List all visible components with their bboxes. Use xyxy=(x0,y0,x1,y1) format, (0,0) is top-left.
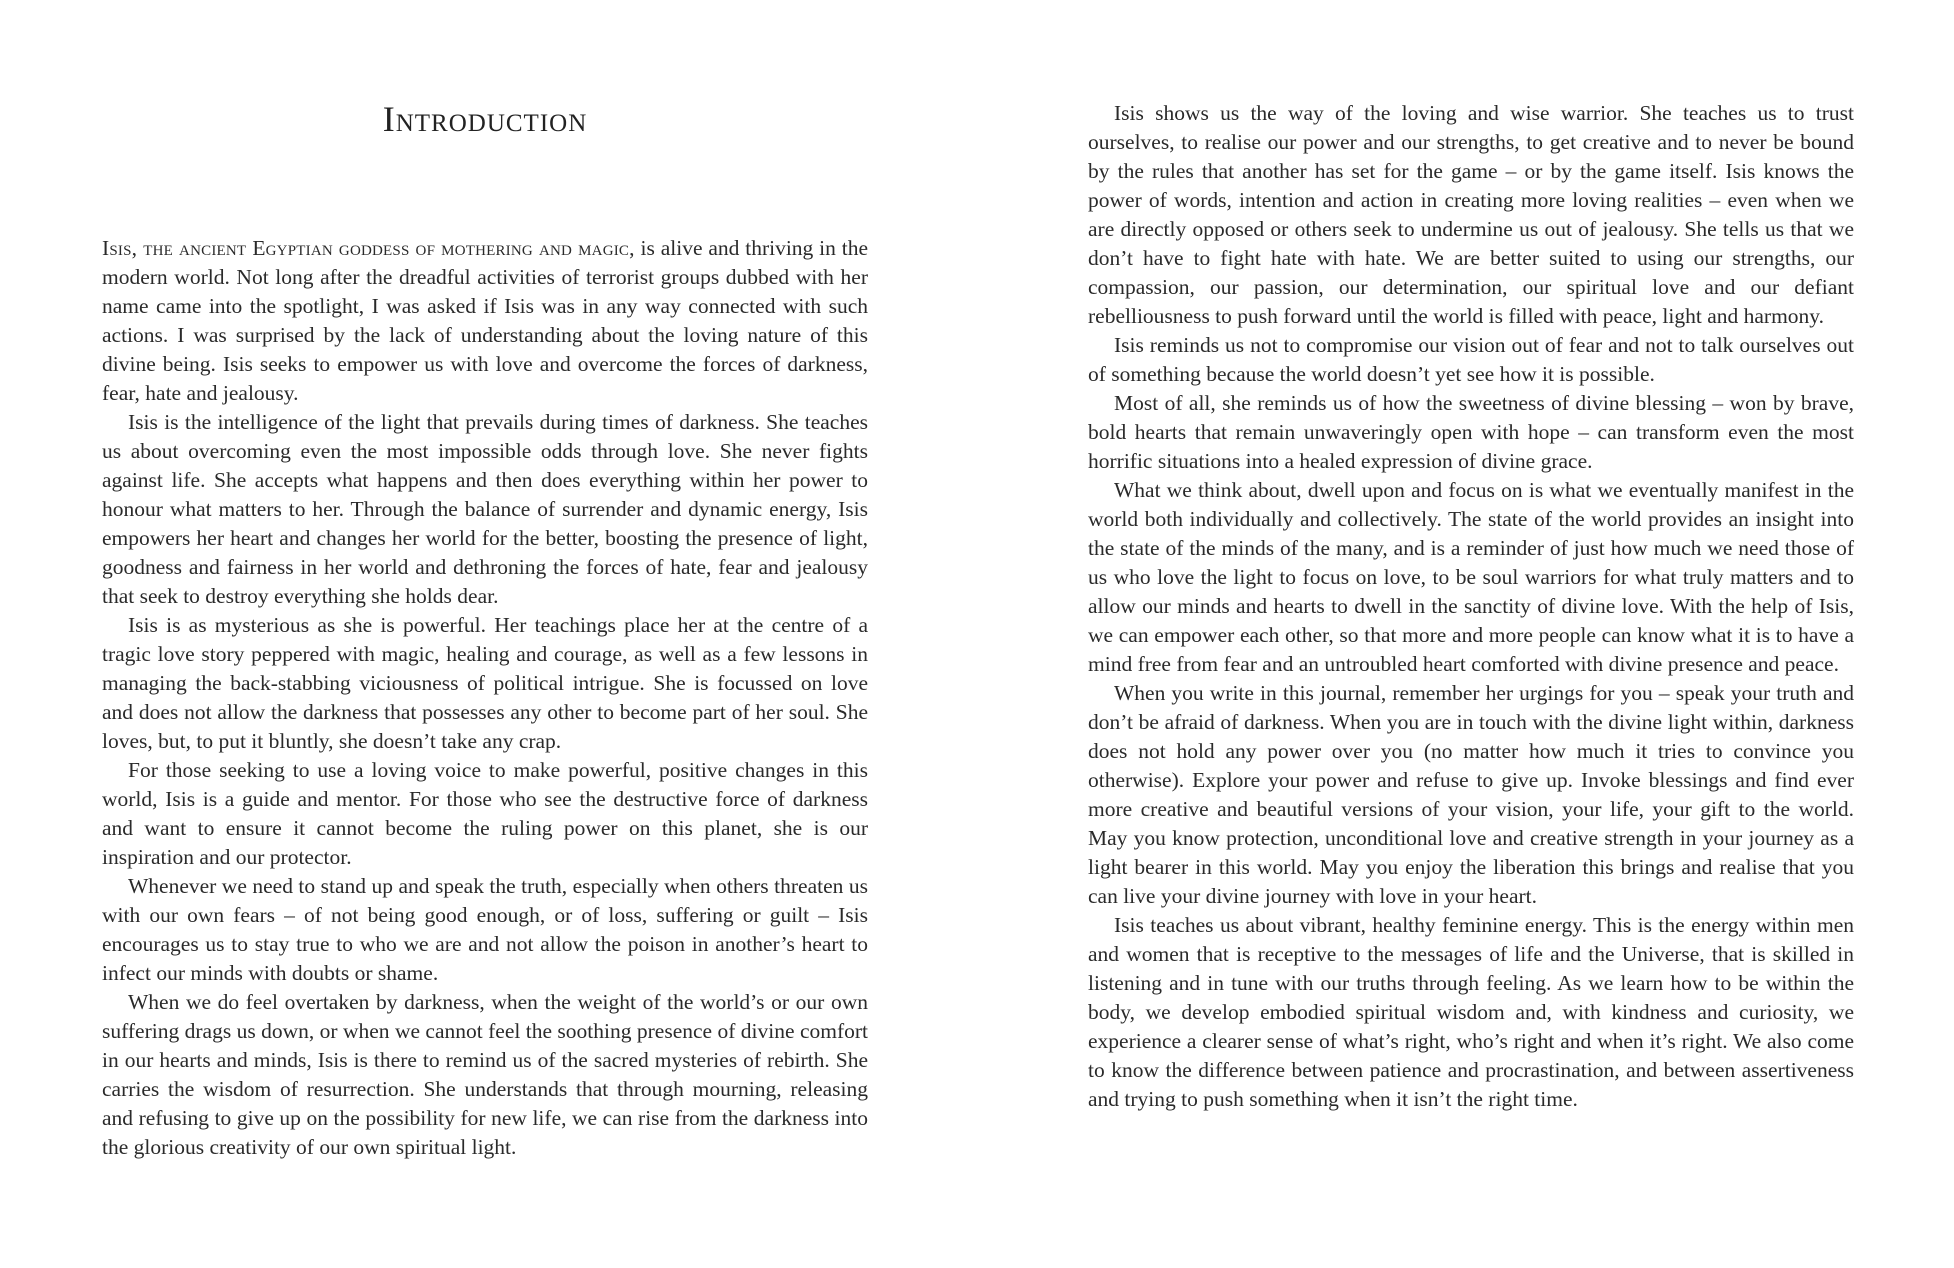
paragraph xyxy=(102,234,868,408)
paragraph-text: is alive and thriving in the modern world. Not long after the dreadful activities of terrorist groups dubbed with her name came into the spotlight, I was asked if Isis was in any way connected with such actions. I was surprised by the lack of understanding about the loving nature of this divine being. Isis seeks to empower us with love and overcome the forces of darkness, fear, hate and jealousy. xyxy=(102,236,868,405)
paragraph: When you write in this journal, remember her urgings for you – speak your truth and don’t be afraid of darkness. When you are in touch with the divine light within, darkness does not hold any power over you (no matter how much it tries to convince you otherwise). Explore your power and refuse to give up. Invoke blessings and find ever more creative and beautiful versions of your vision, your life, your gift to the world. May you know protection, unconditional love and creative strength in your journey as a light bearer in this world. May you enjoy the liberation this brings and realise that you can live your divine journey with love in your heart. xyxy=(1088,681,1854,908)
right-page xyxy=(977,0,1954,1268)
paragraph: Isis teaches us about vibrant, healthy feminine energy. This is the energy within men and women that is receptive to the messages of life and the Universe, that is skilled in listening and in tune with our truths through feeling. As we learn how to be within the body, we develop embodied spiritual wisdom and, with kindness and curiosity, we experience a clearer sense of what’s right, who’s right and when it’s right. We also come to know the difference between patience and procrastination, and between assertiveness and trying to push something when it isn’t the right time. xyxy=(1088,913,1854,1111)
paragraph: Isis is the intelligence of the light that prevails during times of darkness. She teaches us about overcoming even the most impossible odds through love. She never fights against life. She accepts what happens and then does everything within her power to honour what matters to her. Through the balance of surrender and dynamic energy, Isis empowers her heart and changes her world for the better, boosting the presence of light, goodness and fairness in her world and dethroning the forces of hate, fear and jealousy that seek to destroy everything she holds dear. xyxy=(102,410,868,608)
paragraph: Isis shows us the way of the loving and wise warrior. She teaches us to trust ourselves, to realise our power and our strengths, to get creative and to never be bound by the rules that another has set for the game – or by the game itself. Isis knows the power of words, intention and action in creating more loving realities – even when we are directly opposed or others seek to undermine us out of jealousy. She tells us that we don’t have to fight hate with hate. We are better suited to using our strengths, our compassion, our passion, our determination, our spiritual love and our defiant rebelliousness to push forward until the world is filled with peace, light and harmony. xyxy=(1088,101,1854,328)
paragraph: Isis reminds us not to compromise our vision out of fear and not to talk ourselves out of something because the world doesn’t yet see how it is possible. xyxy=(1088,333,1854,386)
paragraph: Whenever we need to stand up and speak the truth, especially when others threaten us with our own fears – of not being good enough, or of loss, suffering or guilt – Isis encourages us to stay true to who we are and not allow the poison in another’s heart to infect our minds with doubts or shame. xyxy=(102,874,868,985)
lead-in-text: Isis, the ancient Egyptian goddess of mothering and magic, xyxy=(102,236,635,260)
paragraph: Most of all, she reminds us of how the sweetness of divine blessing – won by brave, bold hearts that remain unwaveringly open with hope – can transform even the most horrific situations into a healed expression of divine grace. xyxy=(1088,391,1854,473)
left-page-body xyxy=(102,234,868,1162)
paragraph: Isis is as mysterious as she is powerful. Her teachings place her at the centre of a tragic love story peppered with magic, healing and courage, as well as a few lessons in managing the back-stabbing viciousness of political intrigue. She is focussed on love and does not allow the darkness that possesses any other to become part of her soul. She loves, but, to put it bluntly, she doesn’t take any crap. xyxy=(102,613,868,753)
right-page-body xyxy=(1088,99,1854,1114)
paragraph: When we do feel overtaken by darkness, when the weight of the world’s or our own suffering drags us down, or when we cannot feel the soothing presence of divine comfort in our hearts and minds, Isis is there to remind us of the sacred mysteries of rebirth. She carries the wisdom of resurrection. She understands that through mourning, releasing and refusing to give up on the possibility for new life, we can rise from the darkness into the glorious creativity of our own spiritual light. xyxy=(102,990,868,1159)
chapter-title: Introduction xyxy=(382,99,588,139)
paragraph: What we think about, dwell upon and focus on is what we eventually manifest in the world both individually and collectively. The state of the world provides an insight into the state of the minds of the many, and is a reminder of just how much we need those of us who love the light to focus on love, to be soul warriors for what truly matters and to allow our minds and hearts to dwell in the sanctity of divine love. With the help of Isis, we can empower each other, so that more and more people can know what it is to have a mind free from fear and an untroubled heart comforted with divine presence and peace. xyxy=(1088,478,1854,676)
paragraph: For those seeking to use a loving voice to make powerful, positive changes in this world, Isis is a guide and mentor. For those who see the destructive force of darkness and want to ensure it cannot become the ruling power on this planet, she is our inspiration and our protector. xyxy=(102,758,868,869)
